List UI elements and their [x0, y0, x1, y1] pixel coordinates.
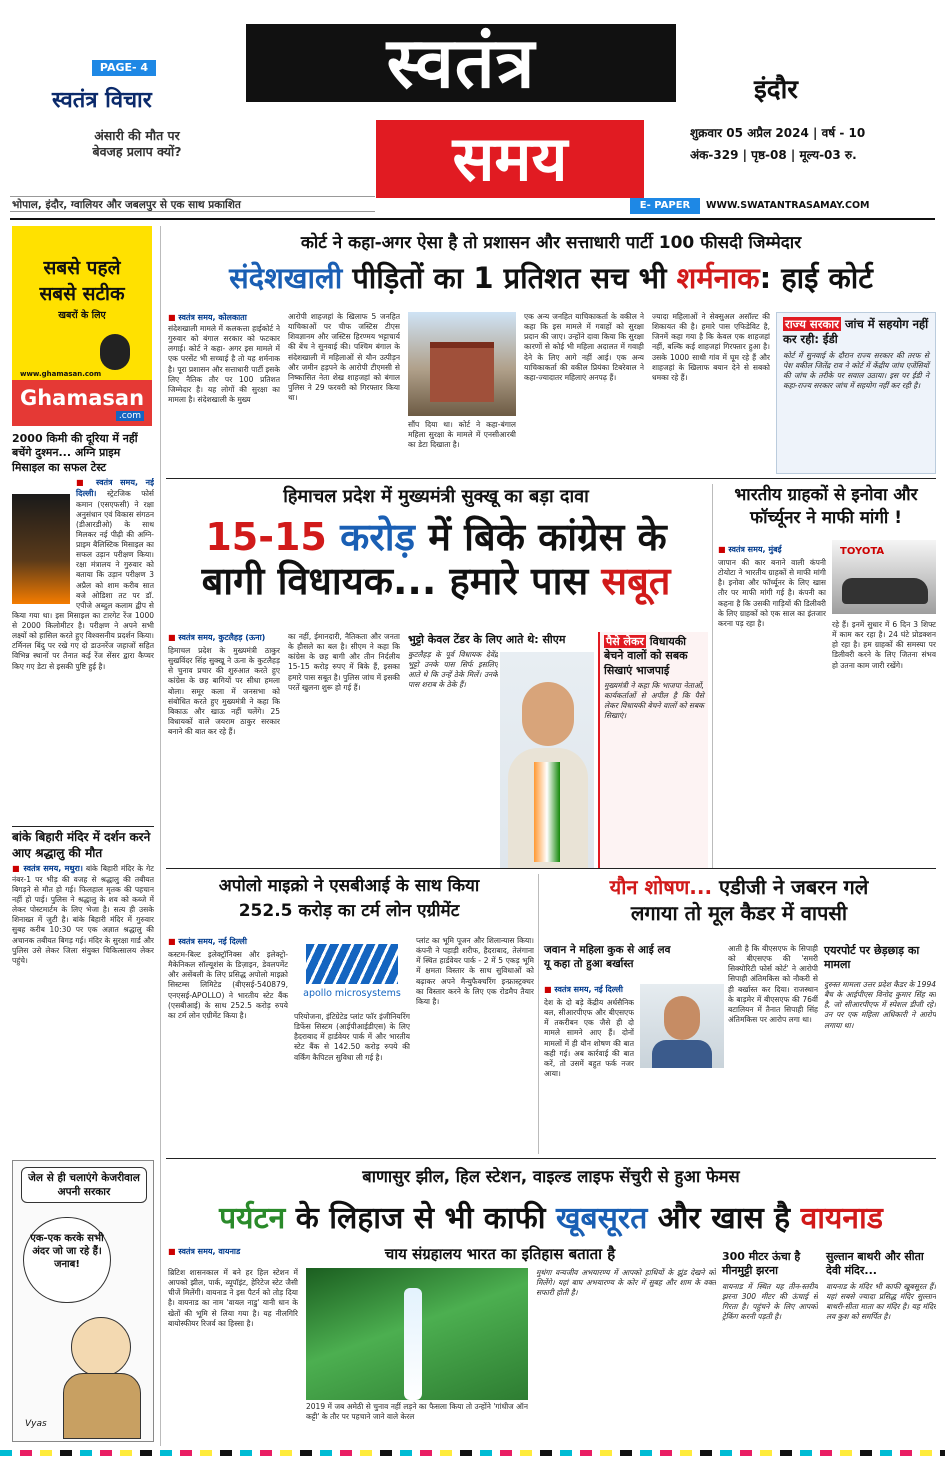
story5-side-title: एयरपोर्ट पर छेड़छाड़ का मामला — [824, 944, 920, 972]
waterfall-body: वायनाड में स्थित यह तीन-स्तरीय झरना 300 मीटर की ऊंचाई से गिरता है। पहुंचने के लिए आपको ट्रेकिंग करनी पड़ती है। — [722, 1282, 818, 1322]
story1-side-title-b: जांच में सहयोग नहीं कर रही: ईडी — [783, 317, 929, 346]
ad-line2: सबसे सटीक — [39, 283, 125, 305]
story6-headline-a: पर्यटन — [219, 1201, 286, 1236]
story1-photo-caption: सौंप दिया था। कोर्ट ने कहा-बंगाल महिला सुरक्षा के मामले में एनसीआरबी का डेटा दिखाता है। — [408, 420, 516, 450]
story1-col2: आरोपी शाहजहां के खिलाफ 5 जनहित याचिकाओं पर चीफ जस्टिस टीएस शिवज्ञानम और जस्टिस हिरण्मय भट्टाचार्य की बेंच ने सुनवाई की। पश्चिम बंगाल के संदेशखाली में महिलाओं से यौन उत्पीड़न और जमीन हड़पने के आरोपी टीएमसी से निष्कासित नेता शेख शाहजहां को बंगाल पुलिस ने 29 फरवरी को गिरफ्तार किया था। — [288, 312, 400, 402]
story1-side-title-a: राज्य सरकार — [785, 317, 839, 331]
sultan-title: सुल्तान बाथरी और सीता देवी मंदिर... — [826, 1250, 924, 1277]
story2-col1: हिमाचल प्रदेश के मुख्यमंत्री ठाकुर सुखविंदर सिंह सुक्खू ने ऊना के कुटलैहड़ से चुनाव प्रचार की शुरुआत करते हुए कांग्रेस के छह बागियों पर सीधा हमला बोला। समूर कला में जनसभा को संबोधित करते हुए मुख्यमंत्री ने कहा कि बिकाऊ और खाऊ नहीं चलेंगे। 25 विधायकों वाले जयराम ठाकुर सरकार बनाने की बात कर रहे हैं। — [168, 646, 280, 736]
ad-url: www.ghamasan.com — [20, 370, 102, 378]
story1-side-body: कोर्ट में सुनवाई के दौरान राज्य सरकार की तरफ से पेश वकील जितेंद्र राव ने कोर्ट में केंद्रीय जांच एजेंसियों की जांच के तरीके पर सवाल उठाया। इस पर ईडी ने कहा-राज्य सरकार जांच में सहयोग नहीं कर रही है। — [783, 350, 929, 391]
story1-col1: संदेशखाली मामले में कलकत्ता हाईकोर्ट ने गुरुवार को बंगाल सरकार को फटकार लगाई। कोर्ट ने कहा- अगर इस मामले में एक परसेंट भी सच्चाई है तो यह शर्मनाक है। पूरा प्रशासन और सत्ताधारी पार्टी इसके लिए नैतिक तौर पर 100 प्रतिशत जिम्मेदार है। यह लोगों की सुरक्षा का मामला है। संदेशखाली के मुख्य — [168, 324, 280, 404]
story1-byline: ■ स्वतंत्र समय, कोलकाता — [168, 312, 247, 323]
toyota-photo — [832, 540, 936, 614]
story4-headline-a: अपोलो माइक्रो ने एसबीआई के साथ किया — [218, 876, 480, 896]
story3-byline: ■ स्वतंत्र समय, मुंबई — [718, 544, 782, 555]
story2-kicker[interactable]: हिमाचल प्रदेश में मुख्यमंत्री सुक्खू का बड़ा दावा — [283, 486, 589, 507]
waterfall-photo — [306, 1268, 528, 1400]
story2-side-title-a: पैसे लेकर — [606, 635, 644, 648]
story4-headline-b: 252.5 करोड़ का टर्म लोन एग्रीमेंट — [238, 900, 460, 921]
cartoon-caption: जेल से ही चलाएंगे केजरीवाल अपनी सरकार — [21, 1167, 147, 1203]
apollo-logo — [294, 938, 410, 1008]
story2-box-kicker: भुट्टो केवल टेंडर के लिए आते थे: सीएम — [408, 633, 566, 646]
story2-headline-c: में बिके कांग्रेस के — [414, 515, 667, 559]
story5-headline-c: लगाया तो मूल कैडर में वापसी — [630, 901, 848, 925]
temple-byline: ■ स्वतंत्र समय, मथुरा। — [12, 864, 83, 873]
logo-bottom: समय — [376, 120, 644, 198]
story5-headline-b: एडीजी ने जबरन गले — [719, 875, 869, 899]
story2-headline[interactable] — [166, 516, 706, 603]
ad-brand: Ghamasan — [20, 386, 145, 410]
story6-sub: चाय संग्रहालय भारत का इतिहास बताता है — [384, 1245, 616, 1263]
cartoon — [12, 1160, 154, 1442]
story1-sidebar — [776, 312, 936, 474]
date-line: शुक्रवार 05 अप्रैल 2024 | वर्ष - 10 — [690, 126, 866, 140]
story1-headline-c: शर्मनाक — [676, 261, 760, 295]
story6-photo-caption: 2019 में जब अमेठी से चुनाव नहीं लड़ने का फैसला किया तो उन्होंने 'गांधीज ऑन कट्टी' के तौर पर पहचाने जाने वाले केरल — [306, 1402, 528, 1422]
story6-headline-e: वायनाड — [800, 1201, 883, 1236]
story6-headline-d: और खास है — [647, 1201, 801, 1236]
story3-col2: रहे हैं। इनमें सुधार में 6 दिन 3 शिफ्ट में काम कर रहा है। 24 घंटे प्रोडक्शन हो रहा है। हम ग्राहकों की समस्या पर डिलीवरी करने के लिए जितना संभव हो उतना काम जारी रखेंगे। — [832, 620, 936, 670]
story6-headline-b: के लिहाज से भी काफी — [285, 1201, 556, 1236]
apollo-logo-text: apollo microsystems — [303, 988, 401, 999]
ad-brand-sub: .com — [116, 411, 144, 421]
cm-photo — [500, 652, 594, 868]
issue-line: अंक-329 | पृष्ठ-08 | मूल्य-03 रु. — [690, 148, 857, 162]
website-link[interactable]: WWW.SWATANTRASAMAY.COM — [706, 200, 870, 211]
story1-col4: ज्यादा महिलाओं ने सेक्सुअल असॉल्ट की शिकायत की है। हमारे पास एफिडेविट है, जिनमें कहा गया है कि केवल एक शाहजहां नहीं, बल्कि कई शाहजहां गिरफ्तार हुआ है। उसके 1000 साथी गांव में घूम रहे हैं और शाहजहां के खिलाफ बयान देने से सबको धमका रहे हैं। — [652, 312, 770, 382]
story5-side-body: दुरुस्त मामला उत्तर प्रदेश कैडर के 1994 बैच के आईपीएस विनोद कुमार सिंह का है, जो सीआरपीएफ में स्पेशल डीजी रहे। उन पर एक महिला अधिकारी ने आरोप लगाया था। — [824, 980, 936, 1030]
story2-sidebar — [598, 632, 708, 868]
ad-line3: खबरों के लिए — [58, 310, 106, 321]
story1-col3: एक अन्य जनहित याचिकाकर्ता के वकील ने कहा कि इस मामले में गवाहों को सुरक्षा प्रदान की जाए। उन्होंने दावा किया कि सुरक्षा कारणों से कोई भी महिला अदालत में गवाही देने के लिए आगे नहीं आई। एक अन्य याचिकाकर्ता की वकील प्रियंका टिबरेवाल ने कहा-ज्यादातर महिलाएं अनपढ़ हैं। — [524, 312, 644, 382]
page-label: PAGE- 4 — [92, 60, 156, 76]
editions-line: भोपाल, इंदौर, ग्वालियर और जबलपुर से एक साथ प्रकाशित — [12, 199, 241, 211]
section-teaser[interactable]: अंसारी की मौत पर बेवजह प्रलाप क्यों? — [92, 128, 182, 160]
story2-box-body: कुटलैहड़ के पूर्व विधायक देवेंद्र भुट्टो उनके पास सिर्फ इसलिए आते थे कि उन्हें ठेके मिलें। उनके पास शराब के ठेके हैं। — [408, 650, 498, 690]
story2-side-body: मुख्यमंत्री ने कहा कि भाजपा नेताओं, कार्यकर्ताओं से अपील है कि पैसे लेकर विधायकी बेचने वालों को सबक सिखाएं। — [604, 680, 704, 721]
ghamasan-ad[interactable] — [12, 226, 152, 426]
ad-line1: सबसे पहले — [43, 257, 121, 279]
story2-headline-d: बागी विधायक... हमारे पास — [201, 558, 602, 603]
missile-photo — [12, 494, 70, 604]
story4-byline: ■ स्वतंत्र समय, नई दिल्ली — [168, 936, 247, 947]
cartoon-artist: Vyas — [25, 1419, 47, 1429]
story3-headline[interactable]: भारतीय ग्राहकों से इनोवा और फॉर्च्यूनर ने माफी मांगी ! — [734, 485, 918, 528]
temple-body: बांके बिहारी मंदिर के गेट नंबर-1 पर भीड़ की वजह से श्रद्धालु की तबीयत बिगड़ने से मौत हो गई। फिलहाल मृतक की पहचान नहीं हो पाई। पुलिस ने श्रद्धालु के शव को कब्जे में लेकर पोस्टमार्टम के लिए भेजा है। सत्य ही उसके शिनाख्त में जुटी है। बांके बिहारी मंदिर में गुरुवार सुबह करीब 10:30 पर एक अज्ञात श्रद्धालु की अचानक तबीयत बिगड़ गई। मंदिर के सुरक्षा गार्ड और पुलिस उसे लेकर जिला संयुक्त चिकित्सालय लेकर पहुंचे। — [12, 864, 154, 965]
story2-col2: का नहीं, ईमानदारी, नैतिकता और जनता के हौसले का बल है। सीएम ने कहा कि कांग्रेस के छह बागी और तीन निर्दलीय 15-15 करोड़ रुपए में बिके हैं, इसका हमारे पास सबूत है। पुलिस जांच में इसकी परतें खुलना शुरू हो गई हैं। — [288, 632, 400, 692]
high-court-photo — [408, 312, 516, 416]
agni-story — [12, 478, 154, 858]
waterfall-title: 300 मीटर ऊंचा है मीनमुट्टी झरना — [722, 1250, 801, 1277]
adg-photo — [640, 984, 724, 1068]
section-title: स्वतंत्र विचार — [52, 88, 152, 113]
logo-top: स्वतंत्र — [246, 24, 676, 102]
agni-headline[interactable]: 2000 किमी की दूरिया में नहीं बचेंगे दुश्मन... अग्नि प्राइम मिसाइल का सफल टेस्ट — [12, 432, 138, 474]
story5-headline[interactable] — [542, 874, 936, 926]
story5-sub: जवान ने महिला कुक से आई लव यू कहा तो हुआ बर्खास्त — [544, 944, 671, 970]
agni-body: स्ट्रेटजिक फोर्स कमान (एसएफसी) ने रक्षा अनुसंधान एवं विकास संगठन (डीआरडीओ) के साथ मिलकर नई पीढ़ी की अग्नि-प्राइम बैलिस्टिक मिसाइल का सफल उड़ान परीक्षण किया। रक्षा मंत्रालय ने गुरुवार को बताया कि उड़ान परीक्षण 3 अप्रैल को शाम करीब सात बजे ओडिशा तट पर डॉ. एपीजे अब्दुल कलाम द्वीप से किया गया था। इस मिसाइल का टारगेट रेंज 1000 से 2000 किलोमीटर है। परीक्षण ने अपने सभी लक्ष्यों को हासिल करते हुए विश्वसनीय प्रदर्शन किया। टर्मिनल बिंदु पर रखे गए दो डाउनरेंज जहाजों सहित विभिन्न स्थानों पर तैनात कई रेंज सेंसर द्वारा कैप्चर किए गए डेटा से इसकी पुष्टि हुई है। — [12, 488, 154, 671]
story6-kicker[interactable]: बाणासुर झील, हिल स्टेशन, वाइल्ड लाइफ सेंचुरी से हुआ फेमस — [362, 1167, 740, 1186]
story2-headline-a: 15-15 — [205, 515, 341, 559]
story2-headline-e: सबूत — [601, 558, 671, 603]
cartoon-face — [71, 1317, 131, 1377]
toyota-brand: TOYOTA — [840, 546, 885, 557]
story2-byline: ■ स्वतंत्र समय, कुटलैहड़ (ऊना) — [168, 632, 265, 643]
story3-col1: जापान की कार बनाने वाली कंपनी टोयोटा ने भारतीय ग्राहकों से माफी मांगी है। इनोवा और फॉर्च्यूनर के लिए खास तौर पर माफी मांगी गई है। कंपनी का कहना है कि उसकी गाड़ियों की डिलीवरी के लिए ग्राहकों को एक साल का इंतजार करना पड़ रहा है। — [718, 558, 826, 628]
sultan-body: वायनाड के मंदिर भी काफी खूबसूरत हैं। यहां सबसे ज्यादा प्रसिद्ध मंदिर सुल्तान बाथरी-सीता माता का मंदिर है। यह मंदिर लव कुश को समर्पित है। — [826, 1282, 936, 1322]
story4-col2: परियोजना, इंटिग्रेटेड प्लांट फॉर इंजीनियरिंग डिफेंस सिस्टम (आईपीआईडीएस) के लिए हैदराबाद में हार्डवेयर पार्क में और भारतीय स्टेट बैंक से 142.50 करोड़ रुपये की वर्किंग कैपिटल सुविधा ली गई है। — [294, 1012, 410, 1062]
cartoon-uniform — [63, 1373, 141, 1439]
mouse-icon — [100, 334, 130, 370]
story6-headline-c: खूबसूरत — [555, 1201, 648, 1236]
story5-col1: देश के दो बड़े केंद्रीय अर्धसैनिक बल, सीआरपीएफ और बीएसएफ में तकरीबन एक जैसे ही दो मामले सामने आए हैं। दोनों मामलों में ही यौन शोषण की बात कही गई। अब कार्रवाई की बात करें, तो उसमें बहुत फर्क नजर आया। — [544, 998, 634, 1078]
story5-headline-a: यौन शोषण... — [609, 875, 720, 899]
story1-headline-b: पीड़ितों का 1 प्रतिशत सच भी — [342, 261, 677, 295]
temple-headline[interactable]: बांके बिहारी मंदिर में दर्शन करने आए श्रद्धालु की मौत — [12, 830, 151, 860]
agni-byline: ■ स्वतंत्र समय, नई दिल्ली। — [76, 478, 154, 498]
story1-kicker[interactable]: कोर्ट ने कहा-अगर ऐसा है तो प्रशासन और सत्ताधारी पार्टी 100 फीसदी जिम्मेदार — [300, 233, 802, 253]
story5-col2: आती है कि बीएसएफ के सिपाही को बीएसएफ की 'समरी सिक्योरिटी फोर्स कोर्ट' ने आरोपी सिपाही अंतिमकिस को नौकरी से ही बर्खास्त कर दिया। राजस्थान के बाड़मेर में बीएसएफ की 76वीं बटालियन में तैनात सिपाही सिंह अंतिमकिस पर आरोप लगा था। — [728, 944, 818, 1024]
story5-byline: ■ स्वतंत्र समय, नई दिल्ली — [544, 984, 623, 995]
story4-col1: कस्टम-बिल्ट इलेक्ट्रॉनिक्स और इलेक्ट्रो-मैकेनिकल सॉल्यूशंस के डिज़ाइन, डेवलपमेंट और असेंबली के लिए प्रसिद्ध अपोलो माइक्रो सिस्टम्स लिमिटेड (बीएसई-540879, एनएसई-APOLLO) ने भारतीय स्टेट बैंक (एसबीआई) के साथ 252.5 करोड़ रुपये का टर्म लोन एग्रीमेंट किया है। — [168, 950, 288, 1020]
city-name: इंदौर — [754, 75, 798, 105]
story6-headline[interactable] — [166, 1196, 936, 1237]
story4-headline[interactable] — [166, 874, 532, 923]
story4-col3: प्लांट का भूमि पूजन और शिलान्यास किया। कंपनी ने पहाड़ी शरीफ, हैदराबाद, तेलंगाना में स्थित हार्डवेयर पार्क - 2 में 5 एकड़ भूमि में क्षमता विस्तार के साथ सुविधाओं को बढ़ाकर अपने मैन्युफैक्चरिंग इन्फ्रास्ट्रक्चर का विस्तार करने के लिए एक रोडमैप तैयार किया है। — [416, 936, 534, 1006]
story1-headline[interactable] — [166, 258, 936, 297]
registration-bar — [0, 1450, 945, 1456]
story1-headline-d: : हाई कोर्ट — [759, 261, 873, 295]
story6-col1: ब्रिटिश शासनकाल में बने हर हिल स्टेशन में आपको झील, पार्क, व्यूपॉइंट, हेरिटेज स्टेट जैसी चीजें मिलेंगी। वायनाड ने इस पैटर्न को तोड़ दिया है। वायनाड का नाम 'वायल नाडु' यानी धान के खेतों की भूमि से लिया गया है। यह नीलगिरि बायोस्फीयर रिजर्व का हिस्सा है। — [168, 1268, 298, 1328]
story2-headline-b: करोड़ — [340, 515, 415, 559]
story6-col2: मुथंगा वन्यजीव अभयारण्य में आपको हाथियों के झुंड देखने को मिलेंगे। यहां बाघ अभयारण्य के कोर में सुबह और शाम के वक्त सफारी होती है। — [536, 1268, 716, 1298]
story6-byline: ■ स्वतंत्र समय, वायनाड — [168, 1246, 240, 1257]
story1-headline-a: संदेशखाली — [229, 261, 343, 295]
epaper-badge[interactable]: E- PAPER — [630, 198, 700, 214]
story2-side-title-b: विधायकी बेचने वालों को सबक सिखाएं भाजपाई — [604, 635, 688, 677]
temple-story — [12, 864, 154, 1154]
cartoon-speech: एक-एक करके सभी अंदर जो जा रहे हैं। जनाब! — [23, 1217, 111, 1303]
